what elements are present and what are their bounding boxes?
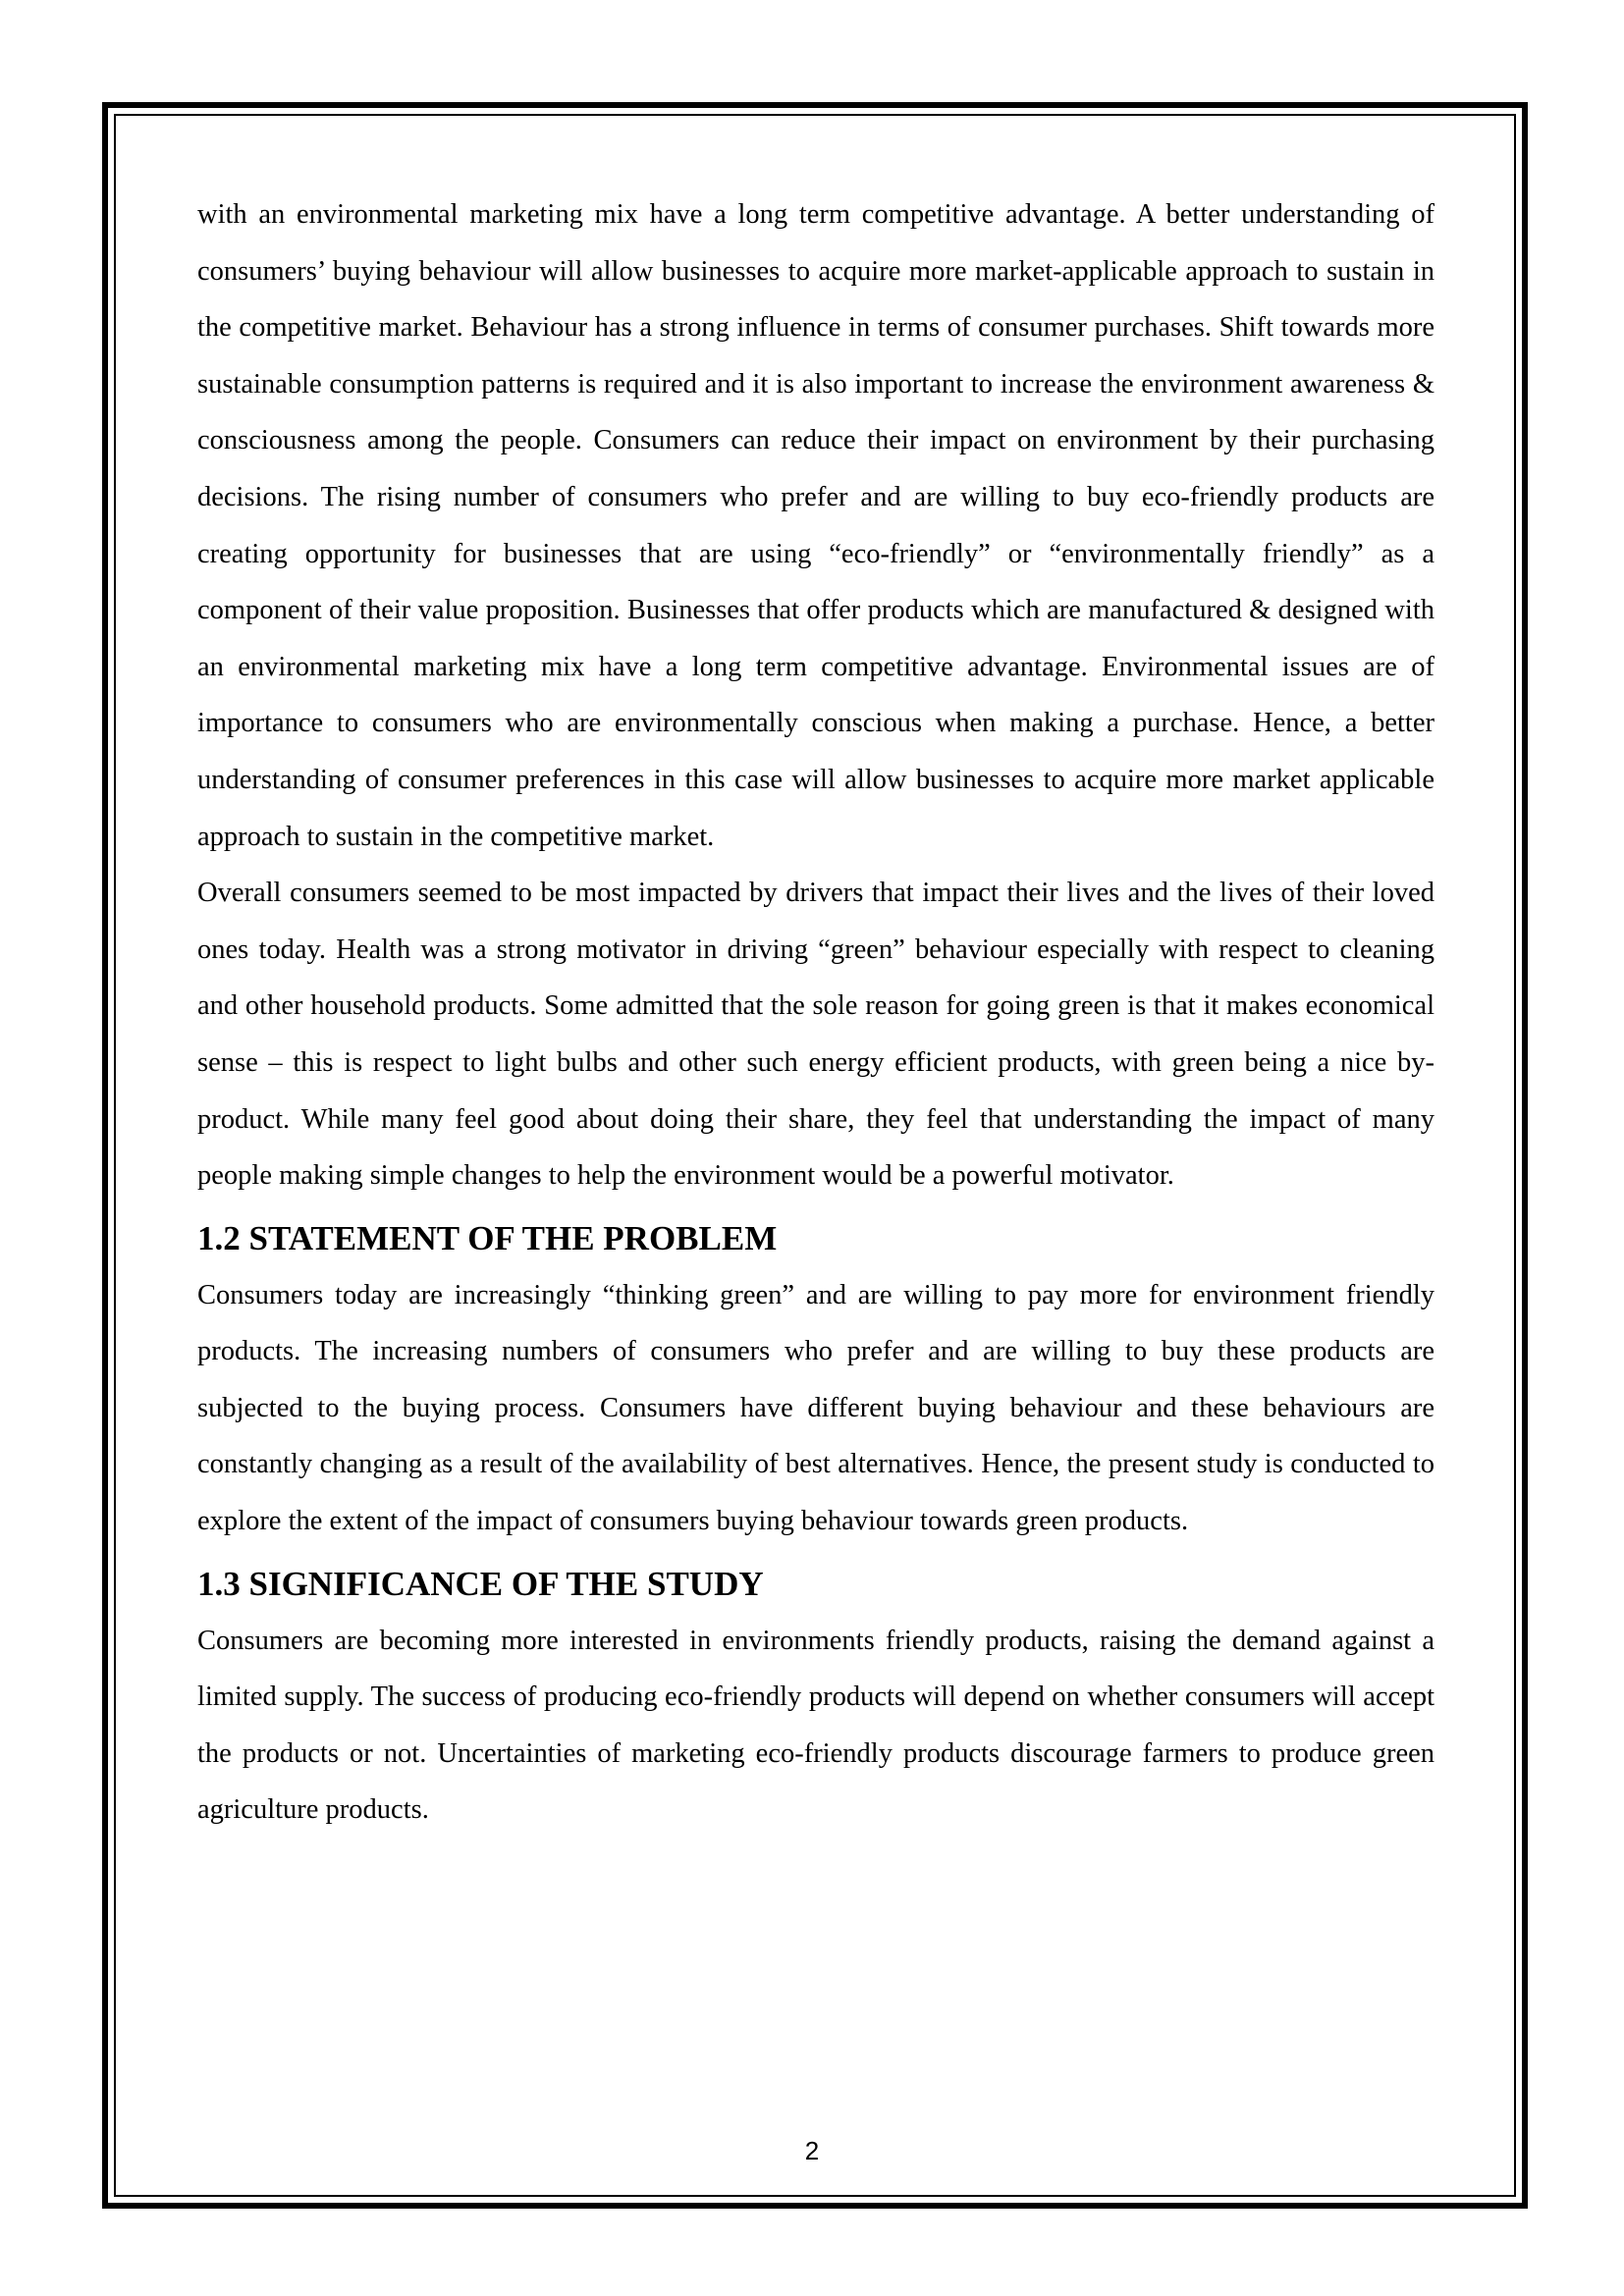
intro-paragraph-1: with an environmental marketing mix have a long term competitive advantage. A better understanding of consumers’ buying behaviour will allow businesses to acquire more market-applicable approach to sustain in the competitive market. Behaviour has a strong influence in terms of consumer purchases. Shift towards more sustainable consumption patterns is required and it is also important to increase the environment awareness & consciousness among the people. Consumers can reduce their impact on environment by their purchasing decisions. The rising number of consumers who prefer and are willing to buy eco-friendly products are creating opportunity for businesses that are using “eco-friendly” or “environmentally friendly” as a component of their value proposition. Businesses that offer products which are manufactured & designed with an environmental marketing mix have a long term competitive advantage. Environmental issues are of importance to consumers who are environmentally conscious when making a purchase. Hence, a better understanding of consumer preferences in this case will allow businesses to acquire more market applicable approach to sustain in the competitive market. <box>197 199 1435 852</box>
page-number: 2 <box>804 2136 820 2165</box>
section-heading-statement-of-problem: 1.2 STATEMENT OF THE PROBLEM <box>197 1218 778 1257</box>
statement-of-problem-paragraph: Consumers today are increasingly “thinking green” and are willing to pay more for environment friendly products. The increasing numbers of consumers who prefer and are willing to buy these products are subjected to the buying process. Consumers have different buying behaviour and these behaviours are constantly changing as a result of the availability of best alternatives. Hence, the present study is conducted to explore the extent of the impact of consumers buying behaviour towards green products. <box>197 1279 1435 1537</box>
page-content <box>197 187 1435 1839</box>
significance-of-study-paragraph: Consumers are becoming more interested in environments friendly products, raising the demand against a limited supply. The success of producing eco-friendly products will depend on whether consumers will accept the products or not. Uncertainties of marketing eco-friendly products discourage farmers to produce green agriculture products. <box>197 1625 1435 1826</box>
section-heading-significance-of-study: 1.3 SIGNIFICANCE OF THE STUDY <box>197 1564 764 1603</box>
intro-paragraph-2: Overall consumers seemed to be most impacted by drivers that impact their lives and the lives of their loved ones today. Health was a strong motivator in driving “green” behaviour especially with respect to cleaning and other household products. Some admitted that the sole reason for going green is that it makes economical sense – this is respect to light bulbs and other such energy efficient products, with green being a nice by-product. While many feel good about doing their share, they feel that understanding the impact of many people making simple changes to help the environment would be a powerful motivator. <box>197 878 1435 1192</box>
